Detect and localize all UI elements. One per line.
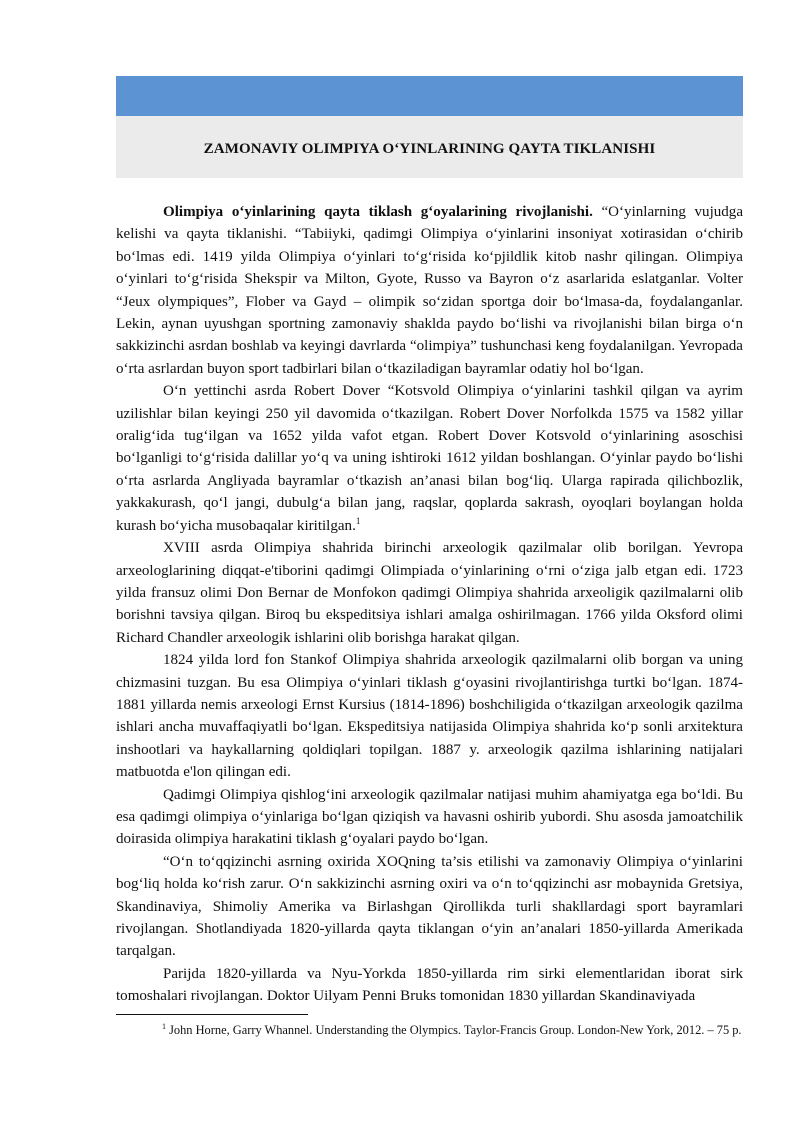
paragraph-4: [116, 649, 743, 783]
footnote-number: 1: [162, 1021, 166, 1031]
paragraph-2: [116, 380, 743, 537]
paragraph-lead: Olimpiya o‘yinlarining qayta tiklash g‘oyalarining rivojlanishi.: [163, 204, 593, 220]
paragraph-text: Parijda 1820-yillarda va Nyu-Yorkda 1850-yillarda rim sirki elementlaridan iborat sirk tomoshalari rivojlangan. Doktor Uilyam Penni Bruks tomonidan 1830 yillardan Skandinaviyada: [116, 965, 743, 1005]
footnote-ref[interactable]: 1: [355, 515, 361, 526]
paragraph-5: [116, 784, 743, 851]
header-color-bar: [116, 76, 743, 116]
paragraph-1: [116, 201, 743, 380]
paragraph-7: [116, 963, 743, 1008]
paragraph-3: [116, 537, 743, 649]
paragraph-text: “O‘n to‘qqizinchi asrning oxirida XOQning ta’sis etilishi va zamonaviy Olimpiya o‘yinlarini bog‘liq holda ko‘rish zarur. O‘n sakkizinchi asrning oxiri va o‘n to‘qqizinchi asr mobaynida Gretsiya, Skandinaviya, Shimoliy Amerika va Birlashgan Qirollikda turli shakllardagi sport bayramlari rivojlangan. Shotlandiyada 1820-yillarda qayta tiklangan o‘yin an’analari 1850-yillarda Amerikada tarqalgan.: [116, 853, 743, 960]
body-text: [116, 201, 743, 1008]
paragraph-text: “O‘yinlarning vujudga kelishi va qayta tiklanishi. “Tabiiyki, qadimgi Olimpiya o‘yinlarini insoniyat xotirasidan o‘chirib bo‘lmas edi. 1419 yilda Olimpiya o‘yinlari to‘g‘risida ko‘pjildlik kitob nashr qilingan. Olimpiya o‘yinlari to‘g‘risida Shekspir va Milton, Gyote, Russo va Bayron o‘z asarlarida eslatganlar. Volter “Jeux olympiques”, Flober va Gayd – olimpik so‘zidan sportga doir bo‘lmasa-da, foydalanganlar. Lekin, aynan uyushgan sportning zamonaviy shaklda paydo bo‘lishi va rivojlanishi bilan birga o‘n sakkizinchi asrdan boshlab va keyingi davrlarda “olimpiya” tushunchasi keng foydalanilgan. Yevropada o‘rta asrlardan buyon sport tadbirlari bilan o‘tkaziladigan bayramlar odatiy hol bo‘lgan.: [116, 204, 744, 377]
footnote: [116, 1020, 743, 1040]
paragraph-text: O‘n yettinchi asrda Robert Dover “Kotsvold Olimpiya o‘yinlarini tashkil qilgan va ayrim uzilishlar bilan keyingi 250 yil davomida o‘tkazilgan. Robert Dover Norfolkda 1575 va 1582 yillar oralig‘ida tug‘ilgan va 1652 yilda vafot etgan. Robert Dover Kotsvold o‘yinlarining asoschisi bo‘lganligi to‘g‘risida dalillar yo‘q va uning ishtiroki 1612 yildan boshlangan. O‘yinlar paydo bo‘lishi o‘rta asrlarda Angliyada bayramlar o‘tkazish an’anasi bilan bog‘liq. Ularga rapirada qilichbozlik, yakkakurash, qo‘l jangi, dubulg‘a bilan jang, raqslar, qoplarda sakrash, oyoqlari boylangan holda kurash bo‘yicha musobaqalar kiritilgan.: [116, 383, 743, 534]
paragraph-text: 1824 yilda lord fon Stankof Olimpiya shahrida arxeologik qazilmalarni olib borgan va uning chizmasini tuzgan. Bu esa Olimpiya o‘yinlari tiklash g‘oyasini rivojlantirishga turtki bo‘lgan. 1874-1881 yillarda nemis arxeologi Ernst Kursius (1814-1896) boshchiligida o‘tkazilgan arxeologik qazilma ishlari ancha muvaffaqiyatli bo‘lgan. Ekspeditsiya natijasida Olimpiya shahrida ko‘p sonli arxitektura inshootlari va haykallarning qoldiqlari topilgan. 1887 y. arxeologik qazilma ishlarining natijalari matbuotda e'lon qilingan edi.: [116, 652, 743, 781]
paragraph-text: Qadimgi Olimpiya qishlog‘ini arxeologik qazilmalar natijasi muhim ahamiyatga ega bo‘ldi. Bu esa qadimgi olimpiya o‘yinlariga bo‘lgan qiziqish va havasni oshirib yubordi. Shu asosda jamoatchilik doirasida olimpiya harakatini tiklash g‘oyalari paydo bo‘lgan.: [116, 786, 743, 848]
header-title-box: [116, 116, 743, 178]
footnote-divider: [116, 1014, 308, 1015]
paragraph-6: [116, 851, 743, 963]
paragraph-text: XVIII asrda Olimpiya shahrida birinchi arxeologik qazilmalar olib borilgan. Yevropa arxeologlarining diqqat-e'tiborini qadimgi Olimpiada o‘yinlarining o‘rni o‘ziga jalb etgan edi. 1723 yilda fransuz olimi Don Bernar de Monfokon qadimgi Olimpiya shahrida arxeoligik qazilmalarni olib borishni tavsiya qilgan. Biroq bu ekspeditsiya ishlari amalga oshirilmagan. 1766 yilda Oksford olimi Richard Chandler arxeologik ishlarini olib borishga harakat qilgan.: [116, 540, 743, 646]
footnote-text: John Horne, Garry Whannel. Understanding the Olympics. Taylor-Francis Group. London-New York, 2012. – 75 p.: [166, 1023, 742, 1037]
page-title: ZAMONAVIY OLIMPIYA O‘YINLARINING QAYTA TIKLANISHI: [203, 140, 656, 157]
document-page: [116, 76, 743, 1008]
